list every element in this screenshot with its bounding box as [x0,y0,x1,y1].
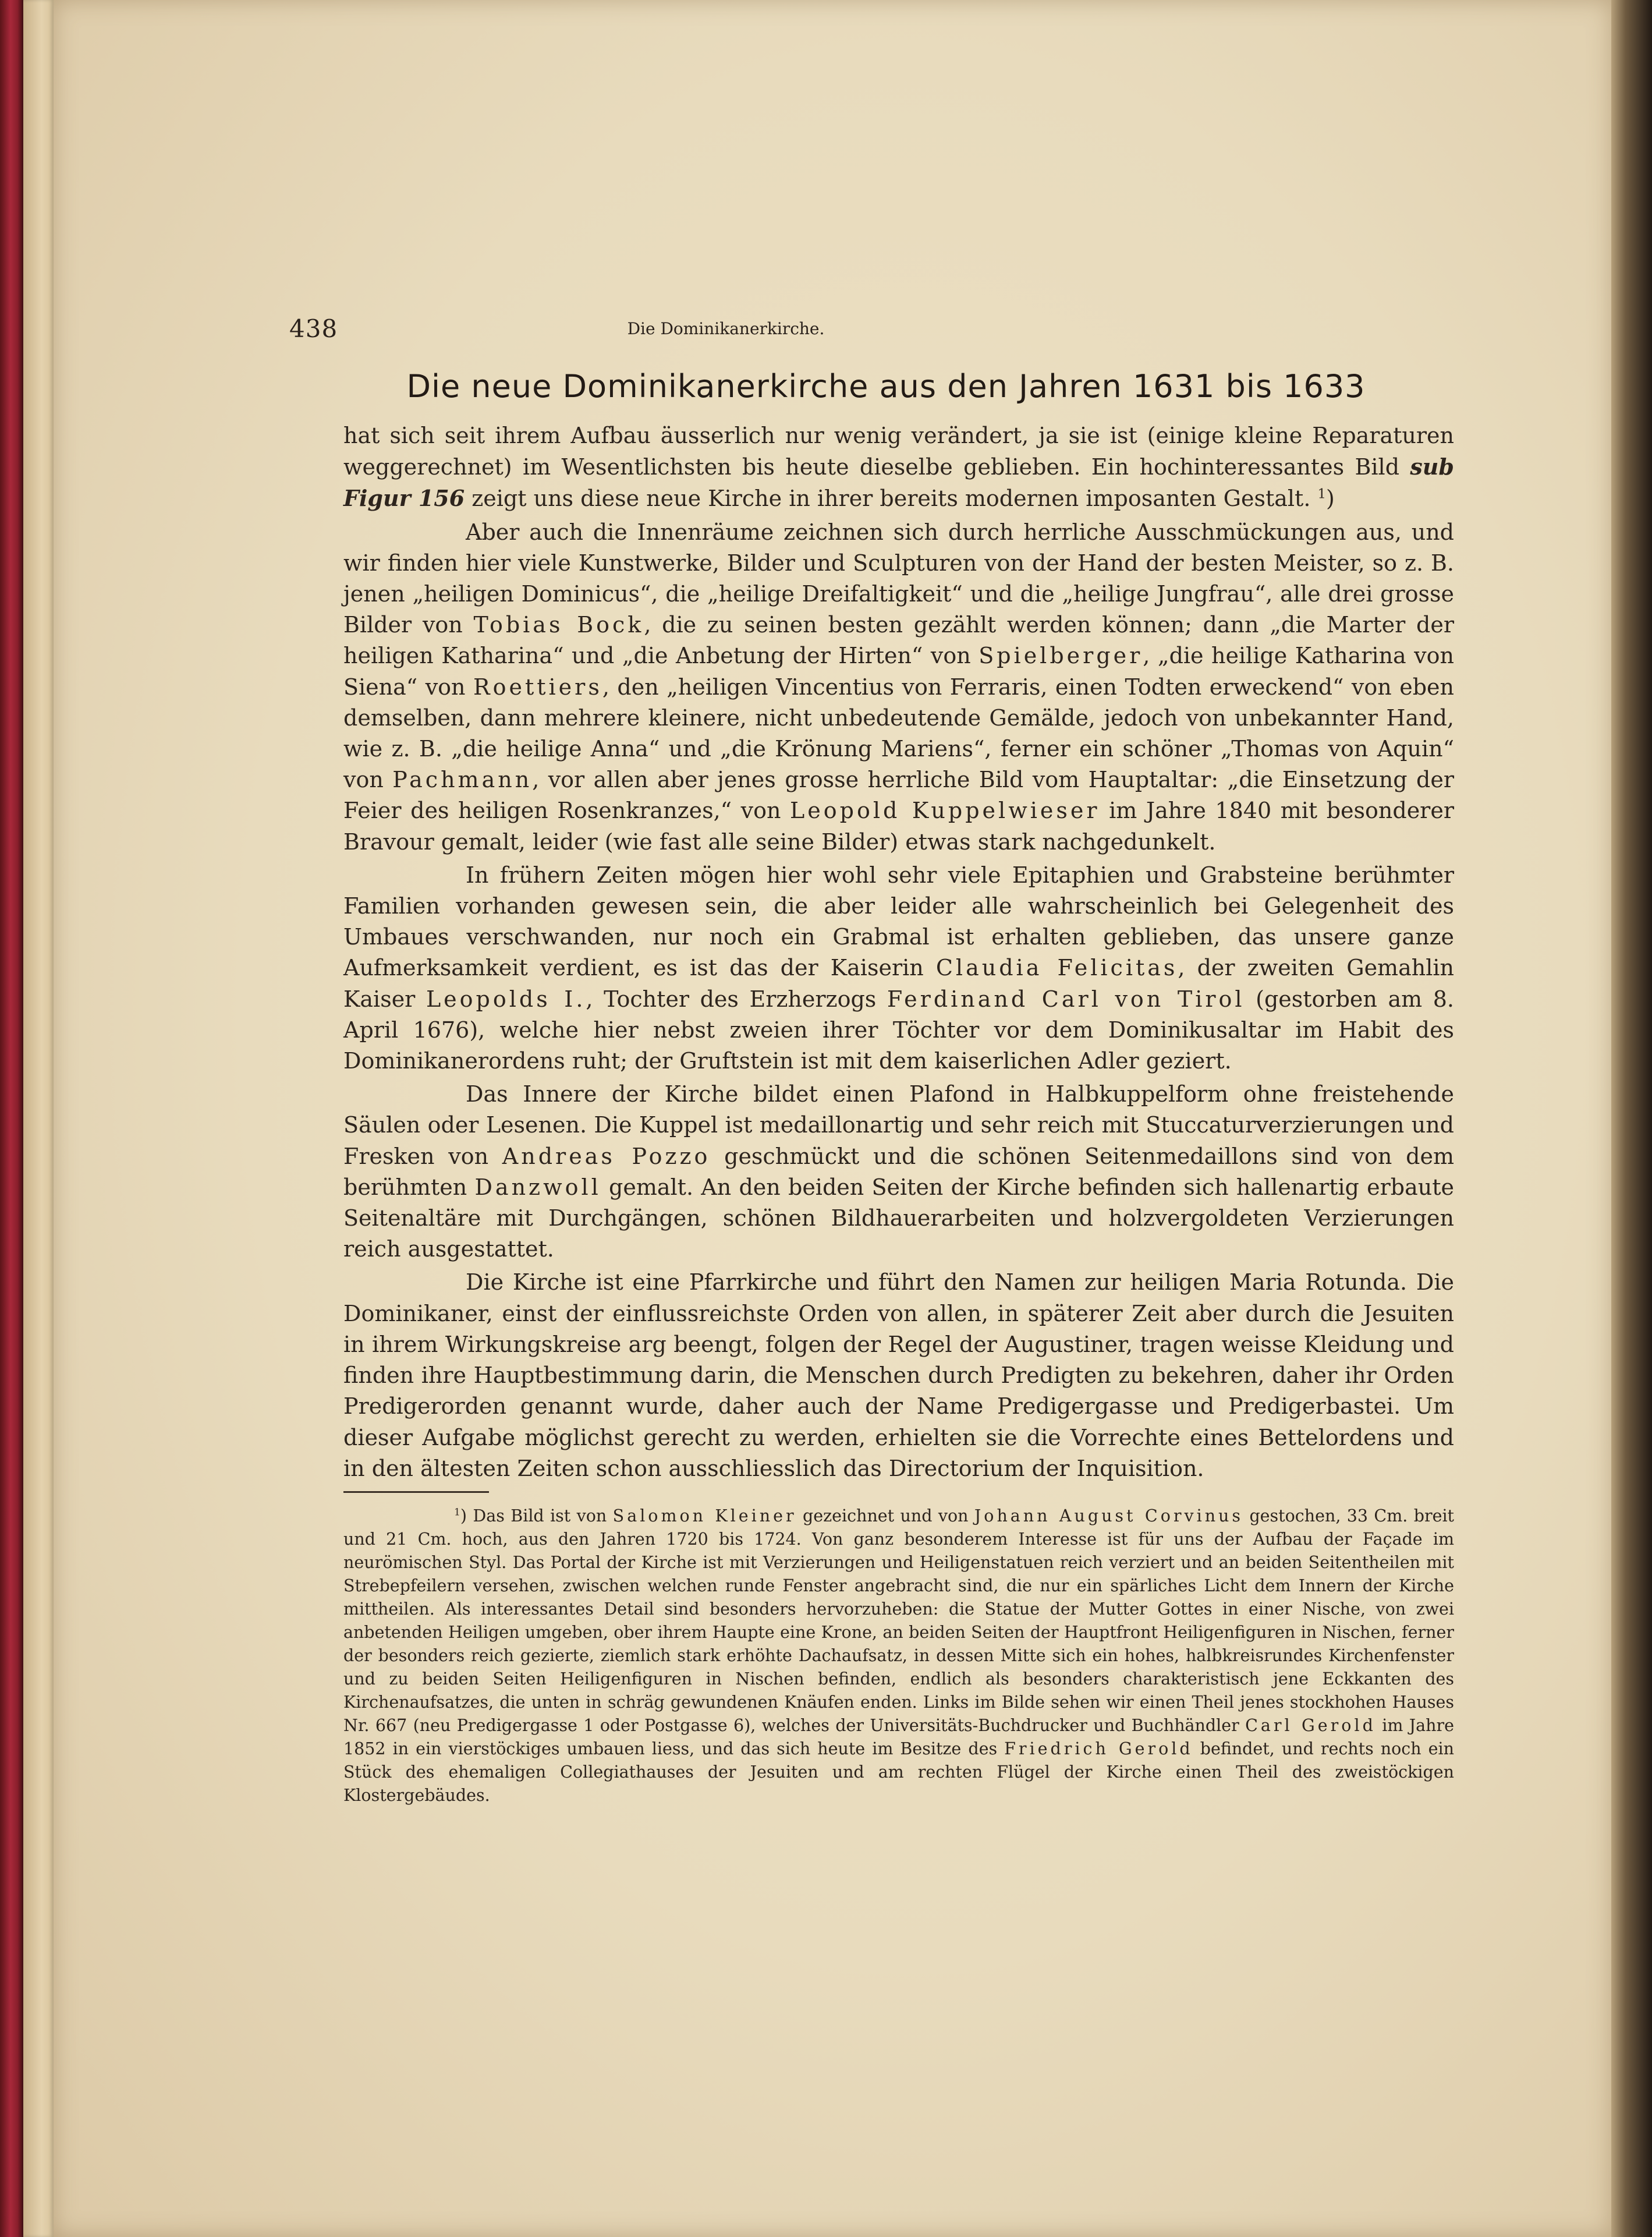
person-name: Tobias Bock [473,612,644,638]
text-run: , der zweiten Gemahlin Kaiser [343,955,1454,1012]
text-run: hat sich seit ihrem Aufbau äusserlich nur wenig verändert, ja sie ist (einige kleine Reparaturen weggerechnet) im Wesentlichsten bis heute dieselbe geblieben. Ein hochinteressantes Bild [343,423,1454,480]
person-name: Claudia Felicitas [935,955,1178,981]
text-run: , „die heilige Katharina von Siena“ von [343,643,1454,700]
page-header [289,314,1011,349]
page-number: 438 [289,314,338,343]
text-run: im Jahre 1840 mit besonderer Bravour gemalt, leider (wie fast alle seine Bilder) etwas stark nachgedunkelt. [343,798,1455,855]
text-run: ) Das Bild ist von [460,1506,613,1525]
person-name: Danzwoll [474,1174,601,1200]
footnote-marker: 1 [454,1506,460,1519]
text-run: , die zu seinen besten gezählt werden können; dann „die Marter der heiligen Katharina“ und „die Anbetung der Hirten“ von [343,612,1454,669]
person-name: Friedrich Gerold [1004,1739,1193,1758]
text-run: zeigt uns diese neue Kirche in ihrer bereits modernen imposanten Gestalt. [465,486,1318,512]
text-run: geschmückt und die schönen Seitenmedaillons sind von dem berühmten [343,1143,1454,1200]
paragraph [343,517,1454,858]
text-run: Aber auch die Innenräume zeichnen sich durch herrliche Ausschmückungen aus, und wir finden hier viele Kunstwerke, Bilder und Sculpturen von der Hand der besten Meister, so z. B. jenen „heiligen Dominicus“, die „heilige Dreifaltigkeit“ und die „heilige Jungfrau“, alle drei grosse Bilder von [343,519,1454,638]
paragraph [343,1079,1454,1265]
page-gutter [23,0,54,2237]
person-name: Ferdinand Carl von Tirol [887,986,1245,1012]
person-name: Roettiers [473,674,602,700]
text-run: , vor allen aber jenes grosse herrliche Bild vom Hauptaltar: „die Einsetzung der Feier des heiligen Rosenkranzes,“ von [343,767,1454,824]
person-name: Leopolds I. [426,986,586,1012]
text-run: , Tochter des Erzherzogs [586,986,887,1012]
footnote [343,1505,1454,1807]
text-run: im Jahre 1852 in ein vierstöckiges umbauen liess, und das sich heute im Besitze des [343,1716,1454,1758]
person-name: Salomon Kleiner [612,1506,797,1525]
person-name: Andreas Pozzo [502,1143,711,1169]
book-binding [0,0,23,2237]
page-edge-shadow [1611,0,1652,2237]
footnote-marker: 1 [1317,486,1327,502]
text-run: gestochen, 33 Cm. breit und 21 Cm. hoch, aus den Jahren 1720 bis 1724. Von ganz besonderem Interesse ist für uns der Aufbau der Façade im neurömischen Styl. Das Portal der Kirche ist mit Verzierungen und Heiligenstatuen reich verziert und an beiden Seitentheilen mit Strebepfeilern versehen, zwischen welchen runde Fenster angebracht sind, die nur ein spärliches Licht dem Innern der Kirche mittheilen. Als interessantes Detail sind besonders hervorzuheben: die Statue der Mutter Gottes in einer Nische, von zwei anbetenden Heiligen umgeben, ober ihrem Haupte eine Krone, an beiden Seiten der Hauptfront Heiligenfiguren in Nischen, ferner der besonders reich gezierte, ziemlich stark erhöhte Dachaufsatz, in dessen Mitte sich ein hohes, halbkreisrundes Kirchenfenster und zu beiden Seiten Heiligenfiguren in Nischen befinden, endlich als besonders charakteristisch jene Eckkanten des Kirchenaufsatzes, die unten in schräg gewundenen Knäufen enden. Links im Bilde sehen wir einen Theil jenes stockhohen Hauses Nr. 667 (neu Predigergasse 1 oder Postgasse 6), welches der Universitäts-Buchdrucker und Buchhändler [343,1506,1455,1735]
text-run: befindet, und rechts noch ein Stück des ehemaligen Collegiathauses der Jesuiten und am rechten Flügel der Kirche einen Theil des zweistöckigen Klostergebäudes. [343,1739,1455,1805]
paragraph [343,1267,1454,1484]
person-name: Carl Gerold [1245,1716,1376,1735]
running-title: Die Dominikanerkirche. [627,319,825,338]
figure-reference: sub Figur 156 [343,454,1454,512]
text-run: (gestorben am 8. April 1676), welche hier nebst zweien ihrer Töchter vor dem Dominikusaltar im Habit des Dominikanerordens ruht; der Gruftstein ist mit dem kaiserlichen Adler geziert. [343,986,1454,1074]
paragraph [343,860,1454,1077]
text-run: Die Kirche ist eine Pfarrkirche und führt den Namen zur heiligen Maria Rotunda. Die Dominikaner, einst der einflussreichste Orden von allen, in späterer Zeit aber durch die Jesuiten in ihrem Wirkungskreise arg beengt, folgen der Regel der Augustiner, tragen weisse Kleidung und finden ihre Hauptbestimmung darin, die Menschen durch Predigten zu bekehren, daher ihr Orden Predigerorden genannt wurde, daher auch der Name Predigergasse und Predigerbastei. Um dieser Aufgabe möglichst gerecht zu werden, erhielten sie die Vorrechte eines Bettelordens und in den ältesten Zeiten schon ausschliesslich das Directorium der Inquisition. [343,1269,1454,1481]
text-run: ) [1326,486,1335,512]
person-name: Johann August Corvinus [974,1506,1244,1525]
person-name: Leopold Kuppelwieser [790,798,1100,824]
text-run: gezeichnet und von [796,1506,974,1525]
footnote-paragraph [343,1505,1454,1807]
text-run: In frühern Zeiten mögen hier wohl sehr viele Epitaphien und Grabsteine berühmter Familien vorhanden gewesen sein, die aber leider alle wahrscheinlich bei Gelegenheit des Umbaues verschwanden, nur noch ein Grabmal ist erhalten geblieben, das unsere ganze Aufmerksamkeit verdient, es ist das der Kaiserin [343,862,1454,981]
person-name: Spielberger [979,643,1143,669]
footnote-divider [343,1491,489,1493]
text-run: gemalt. An den beiden Seiten der Kirche befinden sich hallenartig erbaute Seitenaltäre mit Durchgängen, schönen Bildhauerarbeiten und holzvergoldeten Verzierungen reich ausgestattet. [343,1174,1454,1262]
person-name: Pachmann [392,767,533,793]
body-text [343,420,1454,1486]
text-run: Das Innere der Kirche bildet einen Plafond in Halbkuppelform ohne freistehende Säulen oder Lesenen. Die Kuppel ist medaillonartig und sehr reich mit Stuccaturverzierungen und Fresken von [343,1081,1454,1169]
paragraph [343,420,1454,515]
section-headline: Die neue Dominikanerkirche aus den Jahren 1631 bis 1633 [406,368,1366,405]
text-run: , den „heiligen Vincentius von Ferraris, einen Todten erweckend“ von eben demselben, dann mehrere kleinere, nicht unbedeutende Gemälde, jedoch von unbekannter Hand, wie z. B. „die heilige Anna“ und „die Krönung Mariens“, ferner ein schöner „Thomas von Aquin“ von [343,674,1454,793]
